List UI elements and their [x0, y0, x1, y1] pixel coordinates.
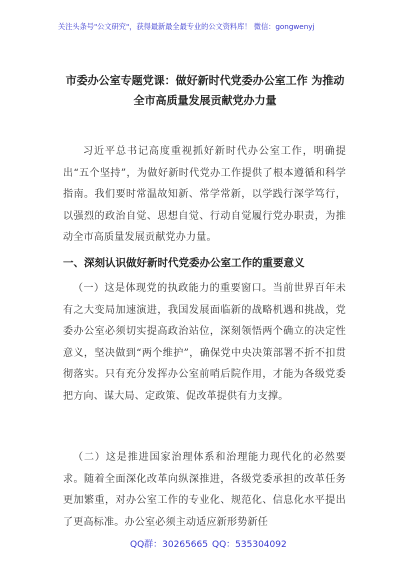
title-line-1: 市委办公室专题党课：做好新时代党委办公室工作 为推动 — [65, 74, 345, 87]
document-title — [50, 71, 360, 111]
section-heading: 一、深刻认识做好新时代党委办公室工作的重要意义 — [63, 257, 305, 269]
title-line-2: 全市高质量发展贡献党办力量 — [133, 94, 277, 107]
footer-qq-group: QQ群：30265665 — [130, 540, 208, 550]
body-paragraph-1: （一）这是体现党的执政能力的重要窗口。当前世界百年未有之大变局加速演进，我国发展面临新的战略机遇和挑战，党委办公室必须切实提高政治站位，深刻领悟两个确立的决定性意义，坚决做到“两个维护”，确保党中央决策部署不折不扣贯彻落实。只有充分发挥办公室前哨后院作用，才能为各级党委把方向、谋大局、定政策、促改革提供有力支撑。 — [63, 283, 346, 402]
footer-qq: QQ：535304092 — [212, 540, 287, 550]
header-notice: 关注头条号"公文研究"，获得最新最全最专业的公文资料库！ 微信：gongwenyj — [58, 22, 315, 31]
intro-paragraph: 习近平总书记高度重视抓好新时代办公室工作，明确提出“五个坚持”，为做好新时代党办工作提供了根本遵循和科学指南。我们要时常温故知新、常学常新，以学践行深学笃行，以强烈的政治自觉、思想自觉、行动自觉履行党办职责，为推动全市高质量发展贡献党办力量。 — [63, 146, 346, 244]
body-paragraph-2: （二）这是推进国家治理体系和治理能力现代化的必然要求。随着全面深化改革向纵深推进，各级党委承担的改革任务更加繁重，对办公室工作的专业化、规范化、信息化水平提出了更高标准。办公室必须主动适应新形势新任 — [63, 452, 346, 528]
